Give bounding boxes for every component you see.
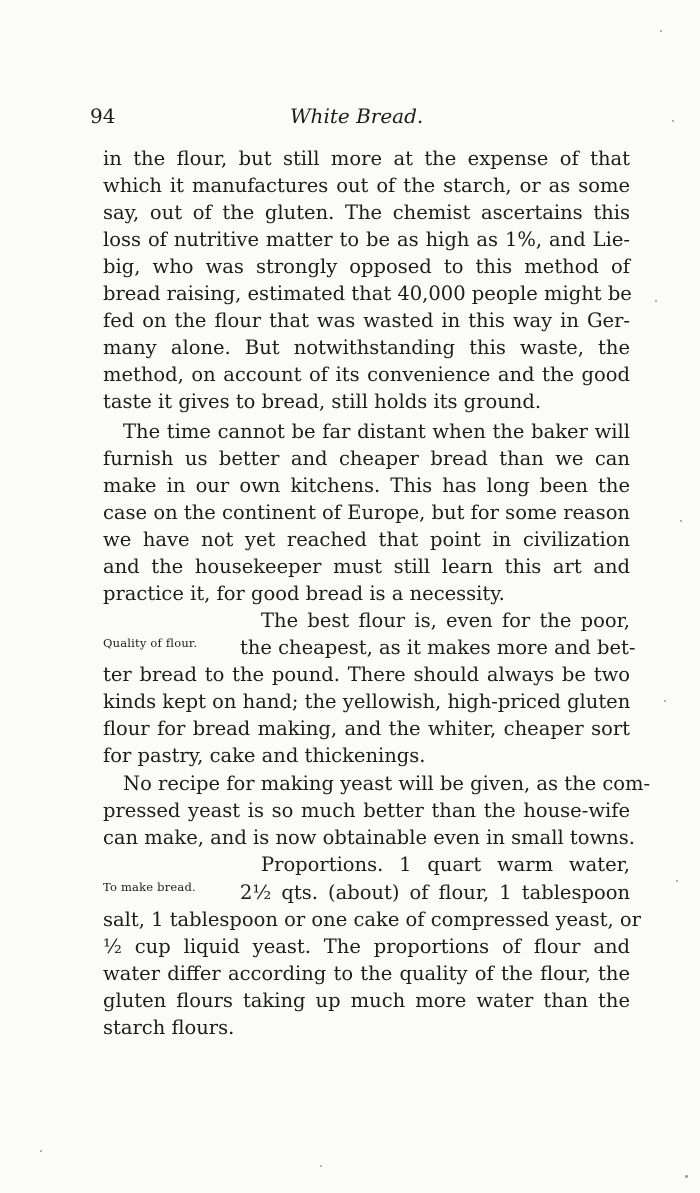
running-title: White Bread. bbox=[290, 104, 424, 128]
text-line-with-fraction bbox=[240, 880, 630, 906]
text-line: cup liquid yeast. The proportions of flour and bbox=[134, 935, 630, 958]
text-line: gluten flours taking up much more water than the bbox=[103, 989, 630, 1012]
text-line: say, out of the gluten. The chemist ascertains this bbox=[103, 201, 630, 224]
text-line: salt, 1 tablespoon or one cake of compressed yeast, or bbox=[103, 908, 641, 931]
text-line: bread raising, estimated that 40,000 people might be bbox=[103, 282, 632, 305]
text-line: make in our own kitchens. This has long been the bbox=[103, 474, 630, 497]
text-line: starch flours. bbox=[103, 1016, 235, 1039]
page-header bbox=[90, 104, 630, 132]
text-line: fed on the flour that was wasted in this way in Ger- bbox=[103, 309, 630, 332]
text-line: pressed yeast is so much better than the house-wife bbox=[103, 799, 630, 822]
text-line: can make, and is now obtainable even in small towns. bbox=[103, 826, 635, 849]
text-line: loss of nutritive matter to be as high as 1%, and Lie- bbox=[103, 228, 630, 251]
text-line: case on the continent of Europe, but for some reason bbox=[103, 501, 630, 524]
text-line: we have not yet reached that point in civilization bbox=[103, 528, 630, 551]
text-line: water differ according to the quality of the flour, the bbox=[103, 962, 630, 985]
text-line: taste it gives to bread, still holds its ground. bbox=[103, 390, 542, 413]
text-line: The best flour is, even for the poor, bbox=[261, 609, 630, 632]
fraction: 2½ bbox=[240, 881, 272, 904]
text-line: the cheapest, as it makes more and bet- bbox=[240, 636, 636, 659]
text-line: qts. (about) of flour, 1 tablespoon bbox=[281, 881, 630, 904]
page-number: 94 bbox=[90, 104, 116, 128]
text-line: No recipe for making yeast will be given, as the com- bbox=[123, 772, 651, 795]
text-line: in the flour, but still more at the expense of that bbox=[103, 147, 630, 170]
text-line: and the housekeeper must still learn this art and bbox=[103, 555, 630, 578]
margin-note-to-make-bread: To make bread. bbox=[103, 880, 196, 894]
text-line: many alone. But notwithstanding this waste, the bbox=[103, 336, 630, 359]
text-line: which it manufactures out of the starch, or as some bbox=[103, 174, 630, 197]
text-line: ter bread to the pound. There should always be two bbox=[103, 663, 630, 686]
text-line: furnish us better and cheaper bread than we can bbox=[103, 447, 630, 470]
text-line: practice it, for good bread is a necessity. bbox=[103, 582, 505, 605]
text-line: method, on account of its convenience and the good bbox=[103, 363, 630, 386]
fraction: ½ bbox=[103, 935, 122, 958]
text-line: for pastry, cake and thickenings. bbox=[103, 744, 426, 767]
text-line: flour for bread making, and the whiter, cheaper sort bbox=[103, 717, 630, 740]
margin-note-quality-of-flour: Quality of flour. bbox=[103, 636, 198, 650]
text-line: Proportions. 1 quart warm water, bbox=[261, 853, 630, 876]
text-line: big, who was strongly opposed to this method of bbox=[103, 255, 630, 278]
text-line: The time cannot be far distant when the baker will bbox=[123, 420, 630, 443]
text-line: kinds kept on hand; the yellowish, high-priced gluten bbox=[103, 690, 631, 713]
text-line-with-fraction bbox=[103, 934, 630, 960]
